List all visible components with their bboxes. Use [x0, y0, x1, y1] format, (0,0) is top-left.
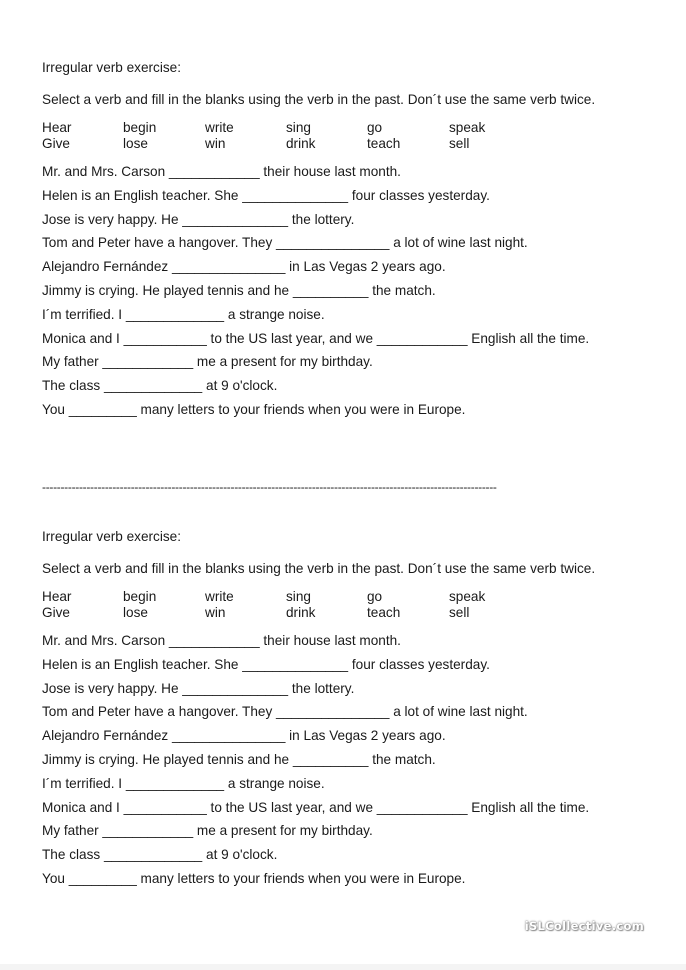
- sentence: The class _____________ at 9 o'clock.: [42, 847, 278, 863]
- sentence: Helen is an English teacher. She ______________ four classes yesterday.: [42, 187, 490, 203]
- verb-word: speak: [449, 120, 486, 135]
- verb-bank: [42, 589, 642, 621]
- sentence: Mr. and Mrs. Carson ____________ their house last month.: [42, 633, 401, 648]
- page-bottom-edge: [0, 964, 686, 970]
- verb-word: drink: [286, 136, 316, 151]
- sentence: Jimmy is crying. He played tennis and he __________ the match.: [42, 751, 436, 767]
- worksheet-section-2: [42, 527, 642, 891]
- verb-word: write: [205, 589, 234, 604]
- verb-word: go: [367, 589, 383, 604]
- sentence: You _________ many letters to your friends when you were in Europe.: [42, 401, 466, 417]
- sentence: My father ____________ me a present for my birthday.: [42, 823, 373, 839]
- exercise-title: Irregular verb exercise:: [42, 60, 182, 75]
- verb-word: begin: [123, 589, 157, 604]
- verb-word: begin: [123, 120, 157, 135]
- verb-word: speak: [449, 589, 486, 604]
- verb-word: teach: [367, 136, 401, 151]
- verb-bank: [42, 120, 642, 152]
- sentence: Monica and I ___________ to the US last year, and we ____________ English all the time.: [42, 330, 590, 346]
- exercise-title: Irregular verb exercise:: [42, 529, 182, 544]
- sentence: Jose is very happy. He ______________ the lottery.: [42, 211, 355, 227]
- verb-word: Hear: [42, 589, 72, 604]
- sentence: Mr. and Mrs. Carson ____________ their house last month.: [42, 164, 401, 179]
- verb-word: win: [205, 605, 226, 620]
- verb-word: write: [205, 120, 234, 135]
- sentence: Jose is very happy. He ______________ the lottery.: [42, 680, 355, 696]
- verb-word: Hear: [42, 120, 72, 135]
- sentence: Monica and I ___________ to the US last year, and we ____________ English all the time.: [42, 799, 590, 815]
- exercise-instructions: Select a verb and fill in the blanks using the verb in the past. Don´t use the same verb twice.: [42, 92, 596, 107]
- sentence-list: [42, 160, 642, 422]
- sentence: The class _____________ at 9 o'clock.: [42, 378, 278, 394]
- verb-word: sing: [286, 120, 311, 135]
- verb-word: sing: [286, 589, 311, 604]
- worksheet-section-1: [42, 58, 642, 422]
- verb-word: go: [367, 120, 383, 135]
- sentence: Jimmy is crying. He played tennis and he __________ the match.: [42, 282, 436, 298]
- verb-word: drink: [286, 605, 316, 620]
- sentence: I´m terrified. I _____________ a strange noise.: [42, 306, 325, 322]
- verb-word: win: [205, 136, 226, 151]
- sentence-list: [42, 629, 642, 891]
- verb-word: sell: [449, 136, 470, 151]
- sentence: I´m terrified. I _____________ a strange noise.: [42, 775, 325, 791]
- verb-word: Give: [42, 136, 70, 151]
- sentence: Tom and Peter have a hangover. They _______________ a lot of wine last night.: [42, 704, 528, 720]
- site-watermark: iSLCollective.com: [524, 919, 644, 933]
- sentence: Alejandro Fernández _______________ in Las Vegas 2 years ago.: [42, 728, 446, 744]
- sentence: Tom and Peter have a hangover. They _______________ a lot of wine last night.: [42, 235, 528, 251]
- verb-word: teach: [367, 605, 401, 620]
- verb-word: lose: [123, 605, 148, 620]
- sentence: You _________ many letters to your friends when you were in Europe.: [42, 870, 466, 886]
- sentence: Helen is an English teacher. She ______________ four classes yesterday.: [42, 656, 490, 672]
- cut-line-divider: ---------------------------------------------------------------------------------------------------------------------------: [42, 480, 497, 494]
- verb-word: lose: [123, 136, 148, 151]
- verb-word: sell: [449, 605, 470, 620]
- exercise-instructions: Select a verb and fill in the blanks using the verb in the past. Don´t use the same verb twice.: [42, 561, 596, 576]
- verb-word: Give: [42, 605, 70, 620]
- sentence: Alejandro Fernández _______________ in Las Vegas 2 years ago.: [42, 259, 446, 275]
- sentence: My father ____________ me a present for my birthday.: [42, 354, 373, 370]
